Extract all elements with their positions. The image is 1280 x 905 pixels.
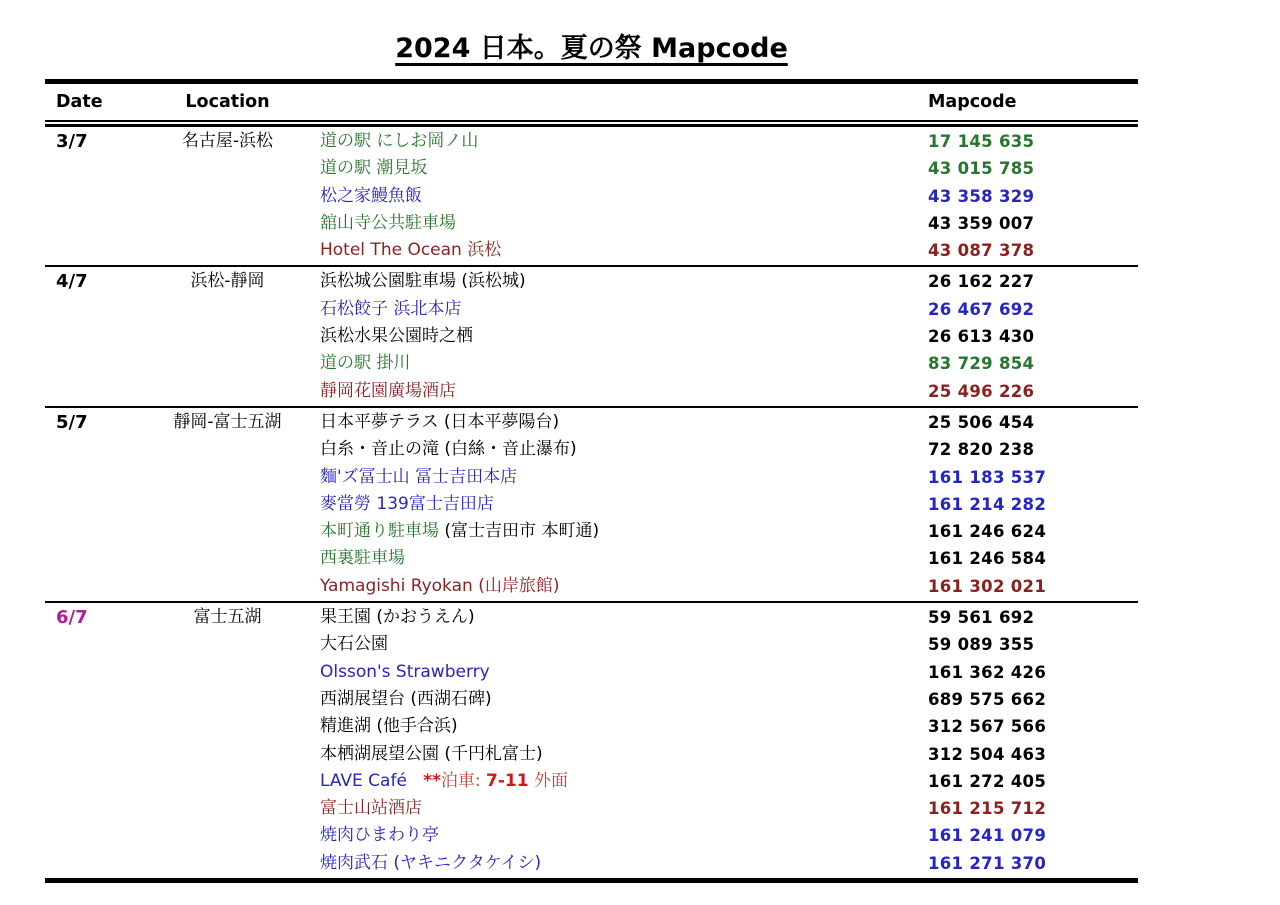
section-5-7 [45,406,1138,601]
date-cell [45,378,135,405]
mapcode-cell: 25 496 226 [928,381,1035,401]
venue-segment: 富士山站酒店 [320,798,422,819]
header-separator-rule [45,120,1138,128]
venue-cell [320,518,928,545]
venue-segment: 焼肉武石 (ヤキニクタケイシ) [320,852,542,873]
location-cell [135,296,320,323]
date-cell [45,183,135,210]
date-cell [45,210,135,237]
location-cell: 名古屋-浜松 [181,131,274,151]
date-cell [45,686,135,713]
venue-cell [320,409,928,436]
date-cell [45,237,135,264]
venue-segment: Olsson's Strawberry [320,661,490,682]
venue-cell [320,155,928,182]
document-page [0,26,1280,905]
venue-segment: 浜松水果公園時之栖 [320,326,473,347]
mapcode-cell: 43 015 785 [928,159,1035,179]
column-header-mapcode: Mapcode [928,91,1017,112]
location-cell [135,237,320,264]
venue-cell [320,768,928,795]
date-cell [45,436,135,463]
location-cell [135,741,320,768]
venue-cell [320,378,928,405]
venue-segment: 本栖湖展望公園 (千円札富士) [320,743,543,764]
section-6-7 [45,601,1138,878]
date-cell [45,768,135,795]
date-cell [45,659,135,686]
location-cell [135,686,320,713]
mapcode-cell: 43 359 007 [928,213,1035,233]
venue-cell [320,350,928,377]
venue-segment: 白糸・音止の滝 (白絲・音止瀑布) [320,439,577,460]
venue-cell [320,183,928,210]
date-cell [45,573,135,600]
location-cell: 靜岡-富士五湖 [173,411,282,432]
venue-segment: 外面 [528,770,568,791]
venue-segment: Hotel The Ocean 浜松 [320,240,502,261]
page-title: 2024 日本。夏の祭 Mapcode [395,33,788,64]
venue-segment: (富士吉田市 本町通) [444,521,600,542]
location-cell [135,713,320,740]
location-cell [135,795,320,822]
table-bottom-rule [45,878,1138,883]
location-cell [135,183,320,210]
date-cell: 3/7 [56,131,88,152]
venue-segment: 泊車: [440,770,487,791]
venue-segment: 松之家鰻魚飯 [320,185,422,206]
mapcode-cell: 161 271 370 [928,853,1047,873]
location-cell: 富士五湖 [193,607,262,628]
location-cell [135,436,320,463]
date-cell [45,741,135,768]
mapcode-cell: 161 183 537 [928,467,1047,487]
table-header-row [45,84,1138,120]
venue-segment: 果王園 (かおうえん) [320,607,475,628]
date-cell [45,795,135,822]
location-cell [135,573,320,600]
mapcode-cell: 161 302 021 [928,576,1047,596]
date-cell [45,296,135,323]
venue-segment: 道の駅 潮見坂 [320,158,428,179]
date-cell: 6/7 [56,607,88,629]
venue-segment: 道の駅 にしお岡ノ山 [320,131,479,151]
date-cell [45,713,135,740]
location-cell [135,545,320,572]
mapcode-cell: 25 506 454 [928,412,1035,432]
venue-cell [320,128,928,155]
section-4-7 [45,265,1138,405]
venue-cell [320,464,928,491]
date-cell [45,155,135,182]
venue-cell [320,545,928,572]
venue-cell [320,850,928,877]
venue-cell [320,686,928,713]
mapcode-cell: 312 504 463 [928,744,1047,764]
mapcode-cell: 26 162 227 [928,272,1035,292]
mapcode-cell: 72 820 238 [928,440,1035,460]
location-cell: 浜松-靜岡 [190,271,265,292]
venue-segment: 西湖展望台 (西湖石碑) [320,688,492,709]
mapcode-cell: 43 087 378 [928,241,1035,261]
mapcode-cell: 26 613 430 [928,327,1035,347]
location-cell [135,155,320,182]
venue-segment: 西裏駐車場 [320,548,405,569]
venue-cell [320,741,928,768]
mapcode-cell: 59 089 355 [928,635,1035,655]
date-cell [45,350,135,377]
venue-cell [320,659,928,686]
mapcode-cell: 161 246 624 [928,522,1047,542]
date-cell [45,850,135,877]
venue-segment: 精進湖 (他手合浜) [320,716,458,737]
venue-cell [320,822,928,849]
mapcode-cell: 26 467 692 [928,299,1035,319]
sections-container [45,127,1138,878]
venue-segment: Yamagishi Ryokan (山岸旅館) [320,575,560,596]
location-cell [135,491,320,518]
venue-segment: 大石公園 [320,634,388,655]
mapcode-cell: 312 567 566 [928,717,1047,737]
location-cell [135,631,320,658]
mapcode-cell: 161 214 282 [928,494,1047,514]
mapcode-cell: 161 241 079 [928,826,1047,846]
mapcode-cell: 59 561 692 [928,608,1035,628]
venue-cell [320,795,928,822]
location-cell [135,464,320,491]
date-cell [45,491,135,518]
date-cell [45,822,135,849]
mapcode-cell: 43 358 329 [928,186,1035,206]
location-cell [135,210,320,237]
location-cell [135,323,320,350]
mapcode-cell: 161 362 426 [928,662,1047,682]
date-cell [45,545,135,572]
venue-cell [320,713,928,740]
venue-segment: 石松餃子 浜北本店 [320,298,462,319]
mapcode-cell: 17 145 635 [928,132,1035,151]
location-cell [135,822,320,849]
venue-cell [320,436,928,463]
location-cell [135,768,320,795]
venue-cell [320,631,928,658]
venue-cell [320,573,928,600]
venue-segment: 麥當勞 139富士吉田店 [320,493,494,514]
venue-segment: 道の駅 掛川 [320,353,411,374]
section-3-7 [45,127,1138,265]
date-cell [45,631,135,658]
venue-cell [320,323,928,350]
venue-cell [320,491,928,518]
location-cell [135,378,320,405]
mapcode-cell: 161 246 584 [928,549,1047,569]
date-cell [45,518,135,545]
venue-cell [320,296,928,323]
venue-segment: LAVE Café [320,770,424,791]
location-cell [135,350,320,377]
venue-cell [320,237,928,264]
venue-segment: 日本平夢テラス (日本平夢陽台) [320,411,560,432]
venue-segment: ** [423,770,441,791]
venue-segment: 7-11 [486,770,529,791]
mapcode-table [45,79,1138,883]
location-cell [135,518,320,545]
mapcode-cell: 689 575 662 [928,689,1047,709]
date-cell [45,464,135,491]
venue-segment: 本町通り駐車場 [320,521,445,542]
venue-cell [320,268,928,295]
venue-segment: 靜岡花園廣場酒店 [320,380,456,401]
mapcode-cell: 161 272 405 [928,771,1047,791]
column-header-date: Date [56,91,103,112]
venue-segment: 舘山寺公共駐車場 [320,212,456,233]
mapcode-cell: 83 729 854 [928,354,1035,374]
column-header-location: Location [185,91,270,112]
venue-segment: 浜松城公園駐車場 (浜松城) [320,271,526,292]
location-cell [135,850,320,877]
venue-segment: 麵'ズ冨士山 冨士吉田本店 [320,466,518,487]
date-cell: 4/7 [56,271,88,293]
location-cell [135,659,320,686]
venue-cell [320,604,928,631]
date-cell: 5/7 [56,411,88,433]
date-cell [45,323,135,350]
mapcode-cell: 161 215 712 [928,799,1047,819]
venue-segment: 焼肉ひまわり亭 [320,825,439,846]
venue-cell [320,210,928,237]
